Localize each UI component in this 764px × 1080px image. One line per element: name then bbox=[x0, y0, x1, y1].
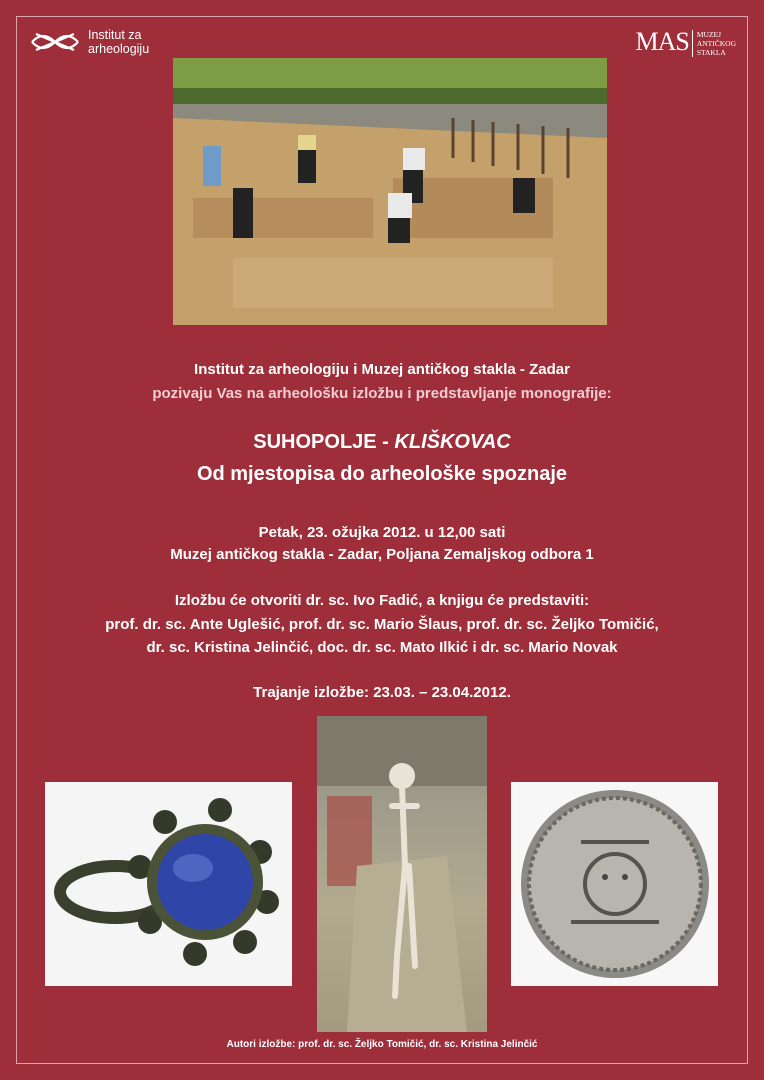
exhibition-subtitle: Od mjestopisa do arheološke spoznaje bbox=[196, 463, 568, 485]
invite-line: pozivaju Vas na arheološku izložbu i predstavljanje monografije: bbox=[152, 385, 612, 402]
logo-text-line2: arheologiju bbox=[88, 42, 150, 56]
ring-photo bbox=[45, 782, 292, 986]
presenters-line-2: dr. sc. Kristina Jelinčić, doc. dr. sc. Mato Ilkić i dr. sc. Mario Novak bbox=[146, 639, 618, 656]
title-italic: KLIŠKOVAC bbox=[394, 431, 511, 453]
event-date: Petak, 23. ožujka 2012. u 12,00 sati bbox=[258, 524, 506, 541]
exhibition-title bbox=[0, 431, 764, 454]
exhibition-duration: Trajanje izložbe: 23.03. – 23.04.2012. bbox=[253, 684, 511, 701]
excavation-photo bbox=[173, 58, 607, 325]
museum-logo-line3: STAKLA bbox=[696, 48, 726, 57]
museum-logo bbox=[635, 28, 736, 57]
opening-line: Izložbu će otvoriti dr. sc. Ivo Fadić, a knjigu će predstaviti: bbox=[174, 592, 590, 609]
coin-photo bbox=[511, 782, 718, 986]
museum-logo-mark: MAS bbox=[635, 27, 689, 56]
presenters-line-1: prof. dr. sc. Ante Uglešić, prof. dr. sc. Mario Šlaus, prof. dr. sc. Željko Tomičić, bbox=[105, 616, 659, 633]
exhibition-authors: Autori izložbe: prof. dr. sc. Željko Tomičić, dr. sc. Kristina Jelinčić bbox=[226, 1039, 538, 1050]
institute-logo bbox=[30, 28, 149, 56]
logo-text-line1: Institut za bbox=[88, 28, 142, 42]
knot-logo-icon bbox=[30, 28, 80, 56]
event-venue: Muzej antičkog stakla - Zadar, Poljana Zemaljskog odbora 1 bbox=[170, 546, 594, 563]
grave-photo bbox=[317, 716, 487, 1032]
museum-logo-line1: MUZEJ bbox=[696, 30, 721, 39]
title-main: SUHOPOLJE - bbox=[253, 431, 395, 453]
museum-logo-line2: ANTIČKOG bbox=[696, 39, 736, 48]
organizers-line: Institut za arheologiju i Muzej antičkog stakla - Zadar bbox=[194, 361, 570, 378]
